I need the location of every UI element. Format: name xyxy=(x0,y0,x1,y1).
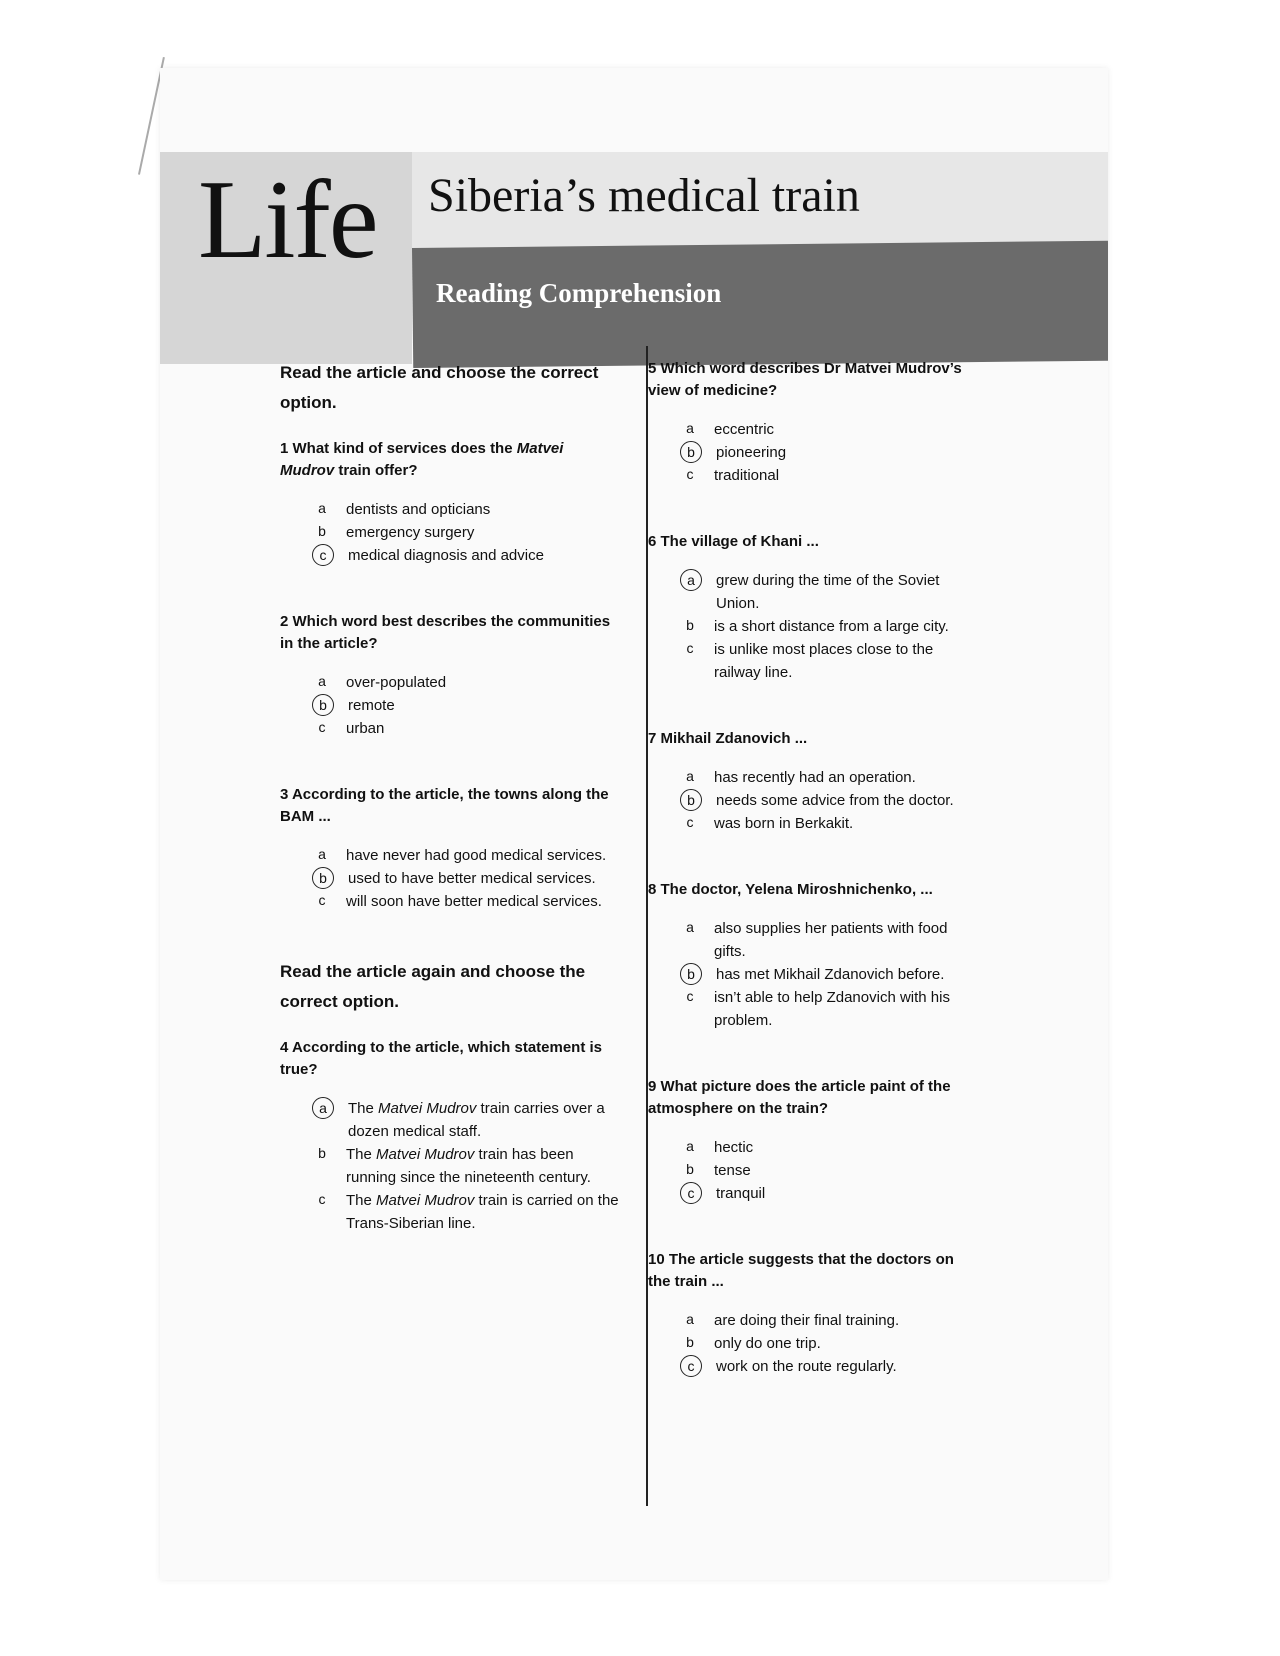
option-text: remote xyxy=(348,697,395,714)
option-text: eccentric xyxy=(714,421,775,438)
option-text: are doing their final training. xyxy=(714,1312,900,1329)
question-8-text: 8 The doctor, Yelena Miroshnichenko, ... xyxy=(648,881,933,898)
question-9-text: 9 What picture does the article paint of the atmosphere on the train? xyxy=(648,1078,951,1117)
option-4a[interactable] xyxy=(312,1097,620,1143)
option-6c[interactable] xyxy=(680,638,978,684)
circled-answer-mark: b xyxy=(680,963,702,985)
option-text: isn’t able to help Zdanovich with his problem. xyxy=(714,989,950,1029)
life-logo: Life xyxy=(198,158,377,282)
instruction-2: Read the article again and choose the correct option. xyxy=(280,962,586,1011)
question-10 xyxy=(648,1249,978,1378)
question-4-text: 4 According to the article, which statement is true? xyxy=(280,1039,603,1078)
question-7 xyxy=(648,728,978,835)
option-1c[interactable] xyxy=(312,544,620,567)
option-text: grew during the time of the Soviet Union. xyxy=(716,572,940,612)
right-column xyxy=(648,358,978,1422)
option-text: emergency surgery xyxy=(346,524,475,541)
option-letter: a xyxy=(686,768,694,784)
option-8b[interactable] xyxy=(680,963,978,986)
page-title: Siberia’s medical train xyxy=(428,169,860,222)
option-letter: b xyxy=(686,617,694,633)
circled-answer-mark: a xyxy=(680,569,702,591)
option-text: have never had good medical services. xyxy=(346,847,607,864)
circled-answer-mark: b xyxy=(312,867,334,889)
option-10c[interactable] xyxy=(680,1355,978,1378)
option-letter: c xyxy=(318,892,326,908)
question-5-text: 5 Which word describes Dr Matvei Mudrov’s view of medicine? xyxy=(648,360,962,399)
circled-answer-mark: c xyxy=(680,1355,702,1377)
option-text: tranquil xyxy=(716,1185,766,1202)
question-6 xyxy=(648,531,978,684)
option-letter: a xyxy=(686,1138,694,1154)
question-2-text: 2 Which word best describes the communities in the article? xyxy=(280,613,611,652)
option-10b[interactable] xyxy=(680,1332,978,1355)
option-text: also supplies her patients with food gifts. xyxy=(714,920,948,960)
circled-answer-mark: b xyxy=(312,694,334,716)
circled-answer-mark: c xyxy=(680,1182,702,1204)
option-letter: c xyxy=(318,719,326,735)
option-text: dentists and opticians xyxy=(346,501,491,518)
question-3-text: 3 According to the article, the towns along the BAM ... xyxy=(280,786,609,825)
option-letter: a xyxy=(318,500,326,516)
option-text: will soon have better medical services. xyxy=(346,893,602,910)
option-4c[interactable] xyxy=(312,1189,620,1235)
option-1b[interactable] xyxy=(312,521,620,544)
option-text: is a short distance from a large city. xyxy=(714,618,949,635)
option-3c[interactable] xyxy=(312,890,620,913)
option-text: needs some advice from the doctor. xyxy=(716,792,954,809)
question-8 xyxy=(648,879,978,1032)
option-letter: b xyxy=(318,1145,326,1161)
circled-answer-mark: c xyxy=(312,544,334,566)
option-5b[interactable] xyxy=(680,441,978,464)
option-text: work on the route regularly. xyxy=(716,1358,897,1375)
circled-answer-mark: b xyxy=(680,441,702,463)
option-3a[interactable] xyxy=(312,844,620,867)
option-6b[interactable] xyxy=(680,615,978,638)
option-8c[interactable] xyxy=(680,986,978,1032)
question-6-text: 6 The village of Khani ... xyxy=(648,533,819,550)
option-9c[interactable] xyxy=(680,1182,978,1205)
option-text: has met Mikhail Zdanovich before. xyxy=(716,966,945,983)
circled-answer-mark: a xyxy=(312,1097,334,1119)
option-10a[interactable] xyxy=(680,1309,978,1332)
option-letter: b xyxy=(686,1161,694,1177)
option-text: The Matvei Mudrov train is carried on the Trans-Siberian line. xyxy=(346,1192,619,1232)
option-3b[interactable] xyxy=(312,867,620,890)
question-4 xyxy=(280,1037,620,1235)
option-1a[interactable] xyxy=(312,498,620,521)
option-2a[interactable] xyxy=(312,671,620,694)
option-7a[interactable] xyxy=(680,766,978,789)
option-2b[interactable] xyxy=(312,694,620,717)
option-letter: c xyxy=(686,988,694,1004)
question-7-text: 7 Mikhail Zdanovich ... xyxy=(648,730,808,747)
option-9a[interactable] xyxy=(680,1136,978,1159)
option-6a[interactable] xyxy=(680,569,978,615)
option-letter: b xyxy=(686,1334,694,1350)
option-letter: c xyxy=(686,640,694,656)
option-text: only do one trip. xyxy=(714,1335,821,1352)
option-letter: a xyxy=(318,673,326,689)
option-text: medical diagnosis and advice xyxy=(348,547,544,564)
option-text: has recently had an operation. xyxy=(714,769,916,786)
question-2 xyxy=(280,611,620,740)
option-letter: a xyxy=(686,919,694,935)
option-9b[interactable] xyxy=(680,1159,978,1182)
question-10-text: 10 The article suggests that the doctors on the train ... xyxy=(648,1251,954,1290)
left-column xyxy=(280,358,620,1279)
section-subtitle: Reading Comprehension xyxy=(436,278,722,308)
option-letter: c xyxy=(318,1191,326,1207)
option-8a[interactable] xyxy=(680,917,978,963)
option-text: traditional xyxy=(714,467,780,484)
option-text: over-populated xyxy=(346,674,447,691)
option-letter: c xyxy=(686,466,694,482)
option-letter: c xyxy=(686,814,694,830)
option-7b[interactable] xyxy=(680,789,978,812)
option-text: was born in Berkakit. xyxy=(714,815,854,832)
circled-answer-mark: b xyxy=(680,789,702,811)
worksheet-page xyxy=(160,68,1108,1580)
option-4b[interactable] xyxy=(312,1143,620,1189)
question-9 xyxy=(648,1076,978,1205)
option-letter: b xyxy=(318,523,326,539)
instruction-1: Read the article and choose the correct option. xyxy=(280,363,599,412)
option-5c[interactable] xyxy=(680,464,978,487)
option-2c[interactable] xyxy=(312,717,620,740)
question-1-text: 1 What kind of services does the Matvei Mudrov train offer? xyxy=(280,440,564,479)
option-letter: a xyxy=(686,1311,694,1327)
option-5a[interactable] xyxy=(680,418,978,441)
option-letter: a xyxy=(686,420,694,436)
option-text: pioneering xyxy=(716,444,787,461)
option-text: urban xyxy=(346,720,385,737)
question-3 xyxy=(280,784,620,913)
option-text: is unlike most places close to the railway line. xyxy=(714,641,934,681)
option-text: used to have better medical services. xyxy=(348,870,596,887)
option-text: hectic xyxy=(714,1139,754,1156)
option-text: The Matvei Mudrov train has been running since the nineteenth century. xyxy=(346,1146,591,1186)
option-7c[interactable] xyxy=(680,812,978,835)
option-letter: a xyxy=(318,846,326,862)
question-5 xyxy=(648,358,978,487)
option-text: The Matvei Mudrov train carries over a dozen medical staff. xyxy=(348,1100,605,1140)
question-1 xyxy=(280,438,620,567)
option-text: tense xyxy=(714,1162,751,1179)
